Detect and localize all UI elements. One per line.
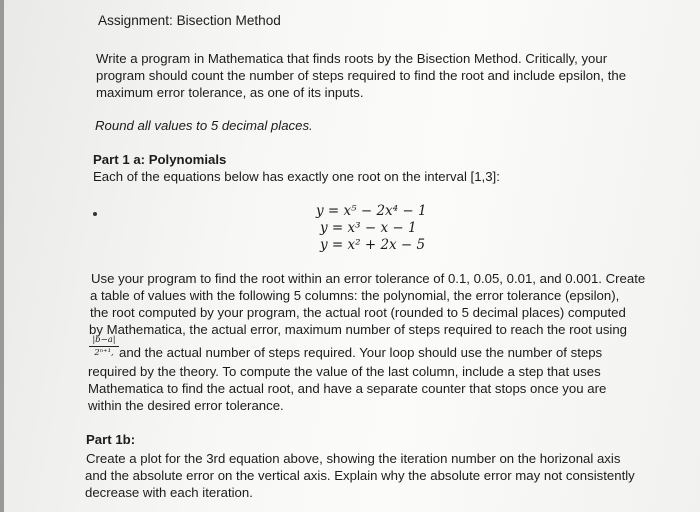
part1a-para-line-7: Mathematica to find the actual root, and have a separate counter that stops once you are — [88, 381, 607, 396]
part1b-para-line-3: decrease with each iteration. — [85, 485, 253, 500]
equation-1: y = x⁵ − 2x⁴ − 1 — [316, 203, 427, 219]
part1a-para-line-1: Use your program to find the root within an error tolerance of 0.1, 0.05, 0.01, and 0.001. Create — [91, 271, 646, 286]
part1a-para-line-8: within the desired error tolerance. — [88, 398, 284, 413]
equation-2: y = x³ − x − 1 — [320, 220, 417, 236]
part1a-description: Each of the equations below has exactly one root on the interval [1,3]: — [93, 169, 500, 184]
fraction-numerator: |b−a| — [89, 335, 119, 347]
part1b-heading: Part 1b: — [86, 432, 136, 447]
intro-line-1: Write a program in Mathematica that finds roots by the Bisection Method. Critically, your — [96, 51, 608, 66]
fraction-denominator: 2ⁿ⁺¹, — [94, 348, 114, 358]
part1a-para-line-5: and the actual number of steps required. Your loop should use the number of steps — [119, 345, 603, 360]
page-edge — [0, 0, 4, 512]
part1a-heading: Part 1 a: Polynomials — [93, 152, 227, 167]
equation-3: y = x² + 2x − 5 — [320, 237, 426, 253]
bullet-marker — [93, 212, 97, 216]
intro-line-2: program should count the number of steps required to find the root and include epsilon, the — [96, 68, 627, 83]
part1a-para-line-6: required by the theory. To compute the value of the last column, include a step that uses — [88, 364, 601, 379]
part1b-para-line-1: Create a plot for the 3rd equation above, showing the iteration number on the horizonal axis — [86, 451, 621, 466]
part1a-para-line-3: the root computed by your program, the actual root (rounded to 5 decimal places) computed — [90, 305, 626, 320]
part1a-para-line-2: a table of values with the following 5 columns: the polynomial, the error tolerance (epsilon), — [90, 288, 620, 303]
assignment-title: Assignment: Bisection Method — [98, 13, 281, 28]
part1b-para-line-2: and the absolute error on the vertical axis. Explain why the absolute error may not consistently — [85, 468, 635, 483]
part1a-para-line-4: by Mathematica, the actual error, maximum number of steps required to reach the root using — [89, 322, 628, 337]
fraction-formula — [89, 335, 119, 358]
round-note: Round all values to 5 decimal places. — [95, 118, 313, 133]
intro-line-3: maximum error tolerance, as one of its inputs. — [96, 85, 364, 100]
